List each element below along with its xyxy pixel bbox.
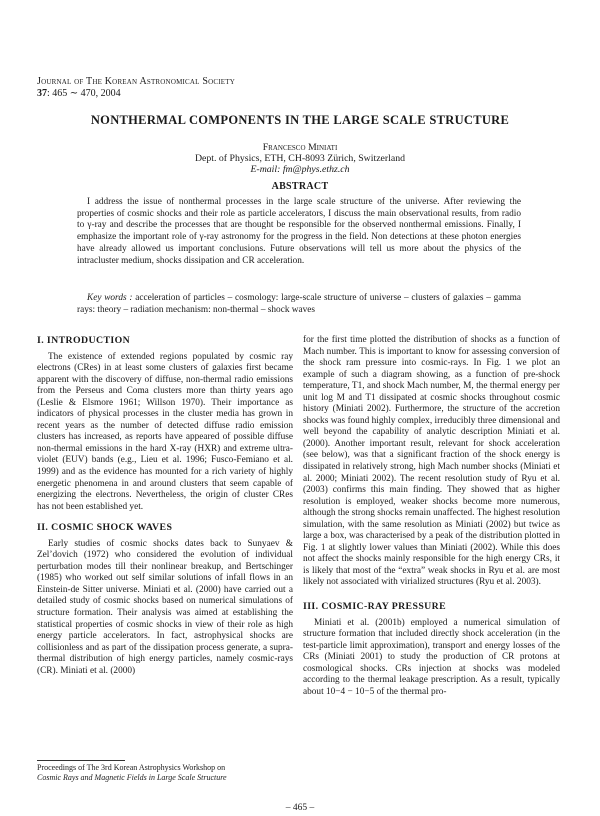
footnote	[37, 763, 293, 782]
section-heading-cosmic-shock-waves: II. COSMIC SHOCK WAVES	[37, 522, 173, 534]
paragraph-cosmic-ray-pressure: Miniati et al. (2001b) employed a numerical simulation of structure formation that included directly shock acceleration (in the test-particle limit approximation), transport and energy losses of the CRs (Miniati 2001) to study the production of CR protons at cosmological shocks. CRs injection at shocks was modeled according to the thermal leakage prescription. As a result, typically about 10−4 − 10−5 of the thermal pro-	[303, 617, 560, 697]
section-heading-introduction: I. INTRODUCTION	[37, 335, 131, 346]
abstract-heading: ABSTRACT	[271, 181, 329, 192]
footnote-rule	[37, 760, 125, 761]
footnote-line-2: Cosmic Rays and Magnetic Fields in Large Scale Structure	[37, 772, 227, 782]
abstract-text: I address the issue of nonthermal processes in the large scale structure of the universe. After reviewing the properties of cosmic shocks and their role as particle accelerators, I discuss the main observational results, from radio to γ-ray and describe the processes that are thought be responsible for the observed nonthermal emissions. Finally, I emphasize the important role of γ-ray astronomy for the progress in the field. Non detections at these photon energies have already allowed us important conclusions. Future observations will tell us more about the physics of the intracluster medium, shocks dissipation and CR acceleration.	[77, 197, 521, 266]
paragraph-cosmic-shocks: Early studies of cosmic shocks dates back to Sunyaev & Zel’dovich (1972) who considered the evolution of individual perturbation modes till their nonlinear breakup, and Bertschinger (1985) who worked out self similar solutions of infall flows in an Einstein-de Sitter universe. Miniati et al. (2000) have carried out a detailed study of cosmic shocks based on numerical simulations of structure formation. Their analysis was aimed at establishing the statistical properties of cosmic shocks in view of their role as high energy particle accelerators. In fact, astrophysical shocks are collisionless and as part of the dissipation process generate, a supra-thermal distribution of high energy particles, namely cosmic-rays (CR). Miniati et al. (2000)	[37, 538, 293, 676]
footnote-line-1: Proceedings of The 3rd Korean Astrophysics Workshop on	[37, 763, 226, 772]
author-name: Francesco Miniati	[262, 142, 338, 153]
volume-info	[37, 88, 121, 100]
affiliation: Dept. of Physics, ETH, CH-8093 Zürich, Switzerland	[194, 153, 406, 164]
journal-name: Journal of The Korean Astronomical Society	[37, 76, 235, 87]
volume-number: 37	[37, 88, 47, 99]
paper-title: NONTHERMAL COMPONENTS IN THE LARGE SCALE STRUCTURE	[90, 113, 510, 127]
page-range: : 465 ∼ 470, 2004	[47, 88, 121, 99]
paragraph-introduction: The existence of extended regions populated by cosmic ray electrons (CRes) in at least some clusters of galaxies first became apparent with the discovery of diffuse, non-thermal radio emissions from the Perseus and Coma clusters more than thirty years ago (Leslie & Elsmore 1961; Willson 1970). Their importance as indicators of physical processes in the cluster media has grown in recent years as the number of detected diffuse radio emission clusters has increased, as reports have appeared of possible diffuse non-thermal emissions in the hard X-ray (HXR) and extreme ultra-violet (EUV) bands (e.g., Lieu et al. 1996; Fusco-Femiano et al. 1999) and as the evidence has mounted for a rich variety of highly energetic phenomena in and around clusters that seem capable of energizing the electrons. Nevertheless, the origin of cluster CRes has not been established yet.	[37, 351, 293, 512]
keywords-label: Key words :	[87, 293, 133, 303]
left-column	[37, 335, 293, 677]
keywords	[77, 293, 521, 316]
author-email: E-mail: fm@phys.ethz.ch	[250, 164, 350, 175]
paragraph-cosmic-shocks-continued: for the first time plotted the distribution of shocks as a function of Mach number. This is important to know for assessing conversion of the shock ram pressure into cosmic-rays. In Fig. 1 we plot an example of such a diagram showing, as a function of pre-shock temperature, T1, and shock Mach number, M, the thermal energy per unit log M and T1 dissipated at cosmic shocks throughout cosmic history (Miniati 2002). Furthermore, the structure of the accretion shocks was found highly complex, irreducibly three dimensional and well beyond the capability of analytic description Miniati et al. (2000). Another important result, relevant for shock acceleration (see below), was that a significant fraction of the shock energy is dissipated in relatively strong, high Mach number shocks (Miniati et al. 2000; Miniati 2002). The recent resolution study of Ryu et al. (2003) confirms this main finding. They showed that as higher resolution is employed, weaker shocks become more numerous, although the strong shocks remain unaffected. The highest resolution simulation, with the same resolution as Miniati (2002) but twice as large a box, was characterised by a peak of the distribution plotted in Fig. 1 at slightly lower values than Miniati (2002). While this does not affect the shocks mainly responsible for the high energy CRs, it is likely that most of the “extra” weak shocks in Ryu et al. are most likely not associated with virialized structures (Ryu et al. 2003).	[303, 335, 560, 588]
keywords-text: acceleration of particles – cosmology: large-scale structure of universe – clusters of galaxies – gamma rays: theory – radiation mechanism: non-thermal – shock waves	[77, 293, 521, 315]
right-column	[303, 335, 560, 698]
page-number: – 465 –	[285, 803, 315, 813]
section-heading-cosmic-ray-pressure: III. COSMIC-RAY PRESSURE	[303, 601, 447, 613]
